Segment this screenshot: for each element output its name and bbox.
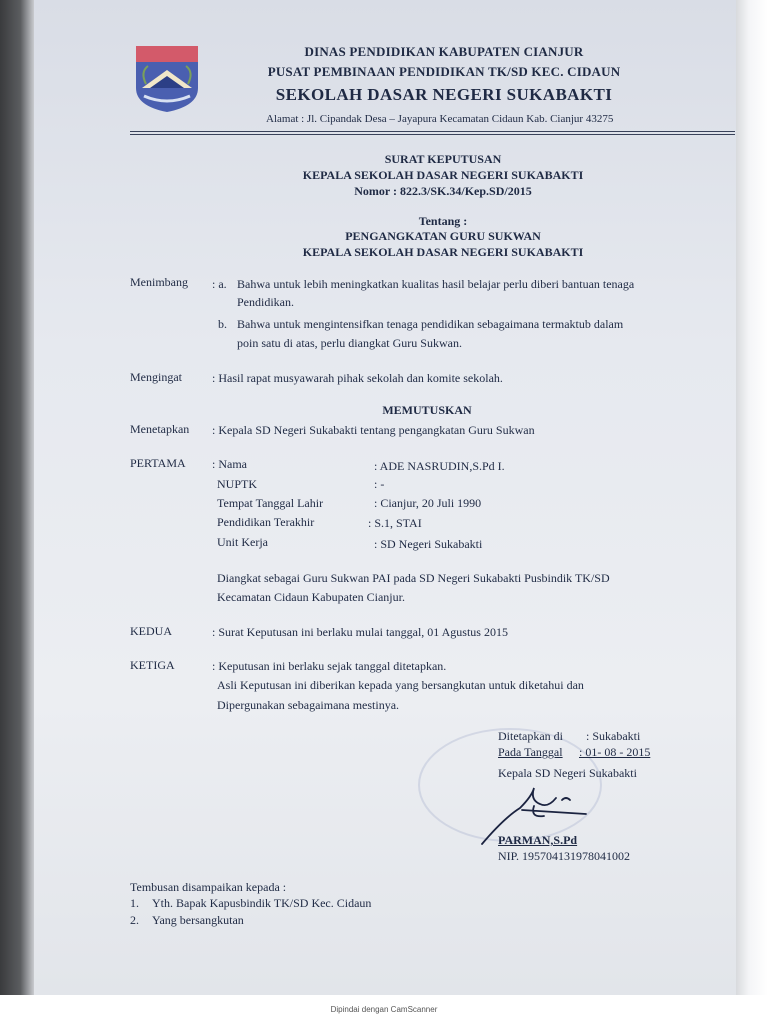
pertama-label: PERTAMA bbox=[130, 456, 186, 470]
menimbang-b-marker: b. bbox=[218, 317, 227, 331]
school-address: Alamat : Jl. Cipandak Desa – Jayapura Kecamatan Cidaun Kab. Cianjur 43275 bbox=[266, 113, 614, 125]
scan-background-right bbox=[736, 0, 768, 995]
header-line2: PUSAT PEMBINAAN PENDIDIKAN TK/SD KEC. CIDAUN bbox=[267, 64, 621, 79]
ketiga-line1: : Keputusan ini berlaku sejak tanggal ditetapkan. bbox=[212, 659, 447, 673]
menetapkan-text: : Kepala SD Negeri Sukabakti tentang pengangkatan Guru Sukwan bbox=[212, 423, 535, 437]
about-label: Tentang : bbox=[418, 214, 468, 228]
signer-nip: NIP. 195704131978041002 bbox=[498, 849, 631, 863]
tembusan-item-no: 1. bbox=[130, 896, 139, 910]
field-value: : S.1, STAI bbox=[368, 516, 422, 530]
field-key: NUPTK bbox=[217, 477, 258, 491]
field-value: : - bbox=[374, 477, 385, 491]
mengingat-label: Mengingat bbox=[130, 370, 182, 384]
signer-position: Kepala SD Negeri Sukabakti bbox=[498, 766, 637, 780]
field-key: Pendidikan Terakhir bbox=[217, 515, 315, 529]
kedua-label: KEDUA bbox=[130, 624, 172, 638]
decree-title: SURAT KEPUTUSAN bbox=[384, 152, 502, 166]
menimbang-a-marker: : a. bbox=[212, 277, 227, 291]
school-name: SEKOLAH DASAR NEGERI SUKABAKTI bbox=[275, 85, 613, 104]
field-value: : Cianjur, 20 Juli 1990 bbox=[374, 496, 482, 510]
ketiga-label: KETIGA bbox=[130, 658, 175, 672]
menetapkan-label: Menetapkan bbox=[130, 422, 190, 436]
date-label: Pada Tanggal bbox=[498, 745, 563, 759]
memutuskan-heading: MEMUTUSKAN bbox=[382, 403, 472, 417]
pertama-note-line2: Kecamatan Cidaun Kabupaten Cianjur. bbox=[217, 590, 405, 604]
decree-issuer: KEPALA SEKOLAH DASAR NEGERI SUKABAKTI bbox=[302, 168, 584, 182]
place-value: : Sukabakti bbox=[586, 729, 641, 743]
field-value: : SD Negeri Sukabakti bbox=[374, 537, 483, 551]
tembusan-item-no: 2. bbox=[130, 913, 139, 927]
tembusan-item: Yang bersangkutan bbox=[152, 913, 244, 927]
document-page bbox=[34, 0, 736, 995]
scan-background-left bbox=[0, 0, 34, 995]
menimbang-a-line2: Pendidikan. bbox=[237, 295, 294, 309]
decree-number: Nomor : 822.3/SK.34/Kep.SD/2015 bbox=[354, 184, 532, 198]
header-line1: DINAS PENDIDIKAN KABUPATEN CIANJUR bbox=[304, 44, 584, 59]
header-divider bbox=[130, 131, 735, 132]
ketiga-line3: Dipergunakan sebagaimana mestinya. bbox=[217, 698, 400, 712]
place-label: Ditetapkan di bbox=[498, 729, 563, 743]
field-value: : ADE NASRUDIN,S.Pd I. bbox=[374, 459, 505, 473]
kedua-text: : Surat Keputusan ini berlaku mulai tanggal, 01 Agustus 2015 bbox=[212, 625, 508, 639]
signer-name: PARMAN,S.Pd bbox=[498, 833, 578, 847]
about-line1: PENGANGKATAN GURU SUKWAN bbox=[345, 229, 541, 243]
mengingat-text: : Hasil rapat musyawarah pihak sekolah dan komite sekolah. bbox=[212, 371, 503, 385]
menimbang-label: Menimbang bbox=[130, 275, 188, 289]
field-key: Tempat Tanggal Lahir bbox=[217, 496, 324, 510]
tembusan-title: Tembusan disampaikan kepada : bbox=[130, 880, 287, 894]
ketiga-line2: Asli Keputusan ini diberikan kepada yang bersangkutan untuk diketahui dan bbox=[217, 678, 584, 692]
field-key: : Nama bbox=[212, 457, 247, 471]
field-key: Unit Kerja bbox=[217, 535, 268, 549]
header-divider-2 bbox=[130, 134, 735, 135]
date-value: : 01- 08 - 2015 bbox=[579, 745, 651, 759]
scanner-watermark: Dipindai dengan CamScanner bbox=[330, 1005, 438, 1014]
about-line2: KEPALA SEKOLAH DASAR NEGERI SUKABAKTI bbox=[302, 245, 584, 259]
menimbang-a-line1: Bahwa untuk lebih meningkatkan kualitas hasil belajar perlu diberi bantuan tenaga bbox=[237, 277, 635, 291]
tembusan-item: Yth. Bapak Kapusbindik TK/SD Kec. Cidaun bbox=[152, 896, 372, 910]
menimbang-b-line1: Bahwa untuk mengintensifkan tenaga pendidikan sebagaimana termaktub dalam bbox=[237, 317, 624, 331]
menimbang-b-line2: poin satu di atas, perlu diangkat Guru Sukwan. bbox=[237, 336, 462, 350]
pertama-note-line1: Diangkat sebagai Guru Sukwan PAI pada SD Negeri Sukabakti Pusbindik TK/SD bbox=[217, 571, 610, 585]
